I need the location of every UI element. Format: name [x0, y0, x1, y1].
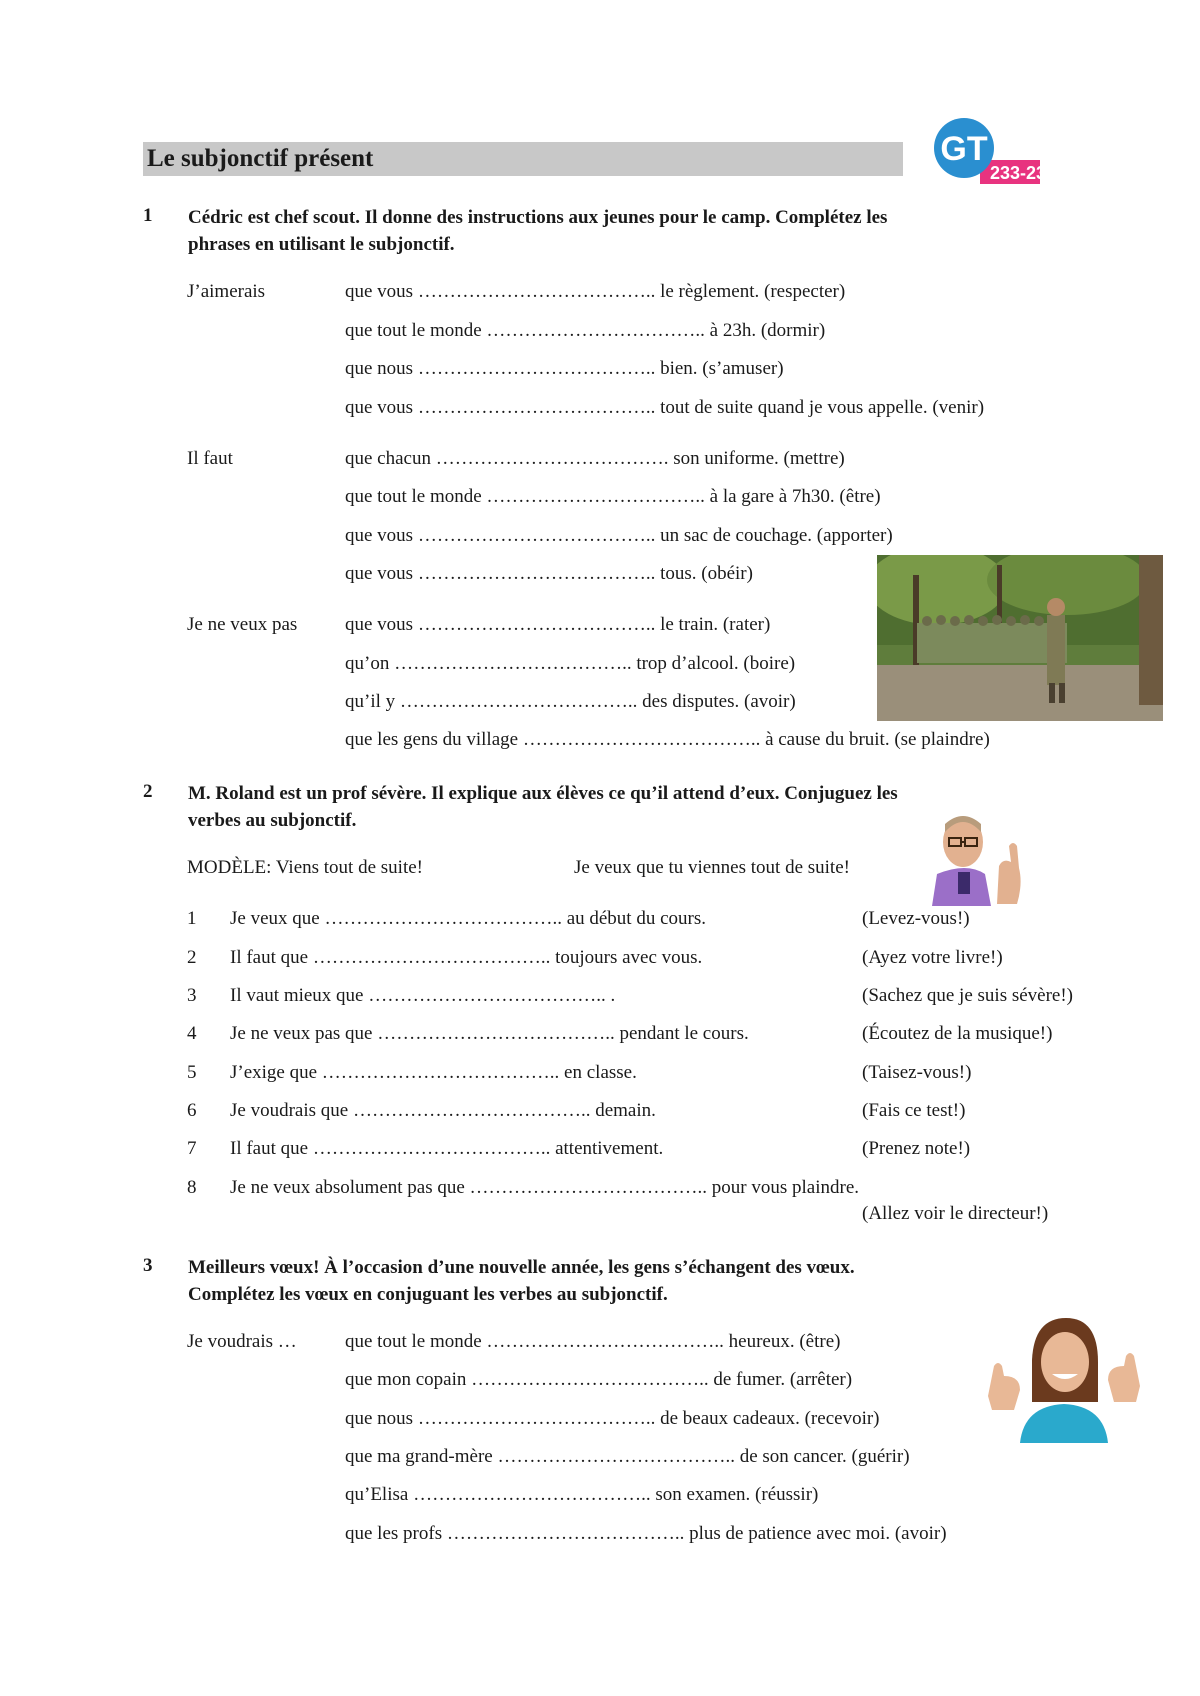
group-lead-il-faut: Il faut [187, 448, 233, 469]
item-sentence: Je veux que ……………………………….. au début du cours. [230, 908, 706, 929]
item-hint: (Levez-vous!) [862, 908, 970, 929]
exercise-1-instruction-line2: phrases en utilisant le subjonctif. [188, 234, 455, 255]
exercise-1-line: que chacun ………………………………. son uniforme. (mettre) [345, 448, 845, 469]
exercise-1-line: qu’il y ……………………………….. des disputes. (avoir) [345, 691, 796, 712]
exercise-1-line: que tout le monde …………………………….. à la gare à 7h30. (être) [345, 486, 881, 507]
exercise-1-line: que les gens du village ……………………………….. à cause du bruit. (se plaindre) [345, 729, 990, 750]
item-sentence: Il faut que ……………………………….. attentivement. [230, 1138, 664, 1159]
exercise-2-instruction-line2: verbes au subjonctif. [188, 810, 357, 831]
item-hint: (Écoutez de la musique!) [862, 1023, 1053, 1044]
item-hint: (Prenez note!) [862, 1138, 971, 1159]
exercise-3-line: que les profs ……………………………….. plus de patience avec moi. (avoir) [345, 1523, 947, 1544]
strict-teacher-picture [927, 804, 1033, 906]
exercise-3-line: que tout le monde ……………………………….. heureux. (être) [345, 1331, 841, 1352]
item-number: 4 [187, 1023, 197, 1044]
exercise-1-instruction-line1: Cédric est chef scout. Il donne des instructions aux jeunes pour le camp. Complétez les [188, 207, 888, 228]
item-number: 3 [187, 985, 197, 1006]
thumbs-up-woman-picture [980, 1310, 1148, 1443]
page-title: Le subjonctif présent [147, 145, 374, 172]
exercise-3-line: que ma grand-mère ……………………………….. de son cancer. (guérir) [345, 1446, 910, 1467]
exercise-1-line: que vous ……………………………….. le règlement. (respecter) [345, 281, 846, 302]
exercise-3-instruction-line2: Complétez les vœux en conjuguant les verbes au subjonctif. [188, 1284, 668, 1305]
item-number: 1 [187, 908, 197, 929]
item-sentence: Il vaut mieux que ……………………………….. . [230, 985, 616, 1006]
scout-camp-photo [877, 555, 1163, 721]
exercise-3-line: que nous ……………………………….. de beaux cadeaux. (recevoir) [345, 1408, 880, 1429]
item-hint: (Ayez votre livre!) [862, 947, 1003, 968]
exercise-2-instruction-line1: M. Roland est un prof sévère. Il explique aux élèves ce qu’il attend d’eux. Conjuguez les [188, 783, 898, 804]
exercise-1-line: que vous ……………………………….. un sac de couchage. (apporter) [345, 525, 893, 546]
badge-pages: 233-234 [990, 163, 1057, 183]
exercise-1-line: que vous ……………………………….. tous. (obéir) [345, 563, 753, 584]
badge-text: GT [940, 130, 988, 168]
exercise-1-line: qu’on ……………………………….. trop d’alcool. (boire) [345, 653, 796, 674]
model-answer: Je veux que tu viennes tout de suite! [574, 857, 850, 878]
exercise-3-instruction-line1: Meilleurs vœux! À l’occasion d’une nouvelle année, les gens s’échangent des vœux. [188, 1257, 855, 1278]
exercise-1-line: que vous ……………………………….. tout de suite quand je vous appelle. (venir) [345, 397, 985, 418]
exercise-2-number: 2 [143, 781, 153, 802]
item-number: 7 [187, 1138, 197, 1159]
item-sentence: Je voudrais que ……………………………….. demain. [230, 1100, 656, 1121]
item-number: 8 [187, 1177, 197, 1198]
exercise-1-number: 1 [143, 205, 153, 226]
item-sentence: Je ne veux pas que ……………………………….. pendant le cours. [230, 1023, 749, 1044]
item-hint: (Fais ce test!) [862, 1100, 966, 1121]
item-number: 5 [187, 1062, 197, 1083]
item-number: 2 [187, 947, 197, 968]
exercise-3-instruction [188, 1254, 1068, 1308]
exercise-1-line: que vous ……………………………….. le train. (rater) [345, 614, 771, 635]
group-lead-jaimerais: J’aimerais [187, 281, 266, 302]
item-hint: (Taisez-vous!) [862, 1062, 972, 1083]
item-sentence: J’exige que ……………………………….. en classe. [230, 1062, 637, 1083]
exercise-3-line: qu’Elisa ……………………………….. son examen. (réussir) [345, 1484, 819, 1505]
exercise-3-lead: Je voudrais … [187, 1331, 297, 1352]
exercise-1-instruction [188, 204, 1068, 258]
exercise-1-line: que nous ……………………………….. bien. (s’amuser) [345, 358, 784, 379]
model-prompt: MODÈLE: Viens tout de suite! [187, 857, 423, 878]
group-lead-je-ne-veux-pas: Je ne veux pas [187, 614, 298, 635]
item-sentence: Je ne veux absolument pas que ……………………………….. pour vous plaindre. [230, 1177, 860, 1198]
item-number: 6 [187, 1100, 197, 1121]
item-sentence: Il faut que ……………………………….. toujours avec vous. [230, 947, 703, 968]
item-hint: (Sachez que je suis sévère!) [862, 985, 1074, 1006]
exercise-3-line: que mon copain ……………………………….. de fumer. (arrêter) [345, 1369, 853, 1390]
exercise-1-line: que tout le monde …………………………….. à 23h. (dormir) [345, 320, 826, 341]
grammar-reference-badge [932, 118, 1082, 190]
exercise-3-number: 3 [143, 1255, 153, 1276]
item-hint: (Allez voir le directeur!) [862, 1203, 1049, 1224]
